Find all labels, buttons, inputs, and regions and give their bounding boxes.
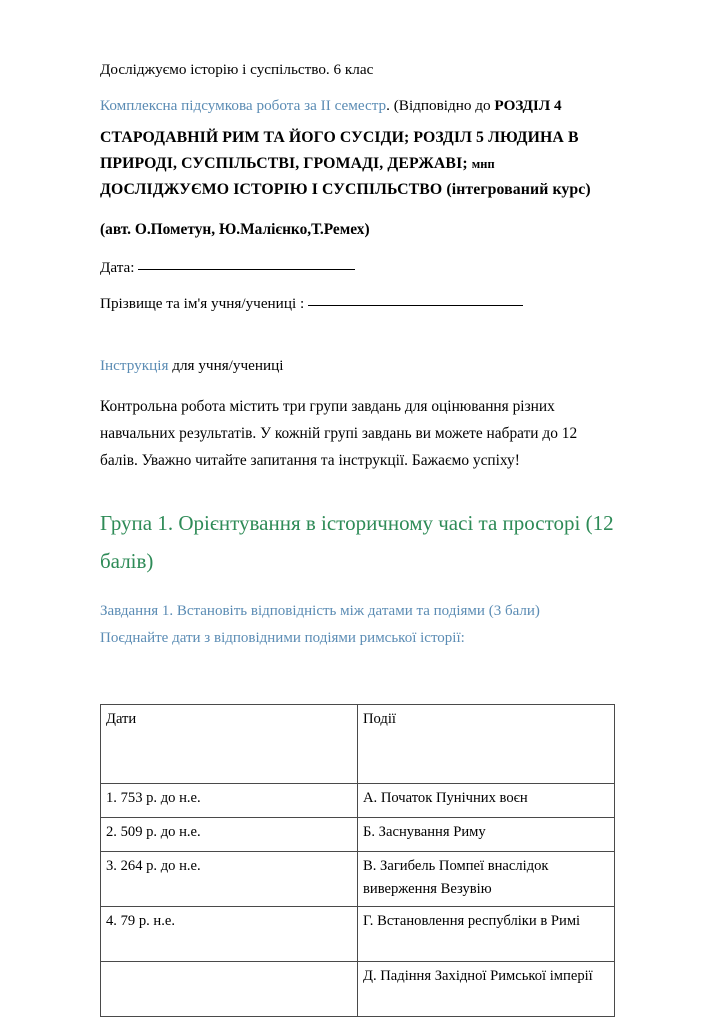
sections-heading-course: ДОСЛІДЖУЄМО ІСТОРІЮ І СУСПІЛЬСТВО (інтегрований курс) bbox=[100, 181, 591, 198]
work-subtitle-rest: . (Відповідно до bbox=[386, 97, 495, 114]
date-field-row bbox=[100, 253, 617, 283]
course-line: Досліджуємо історію і суспільство. 6 клас bbox=[100, 61, 374, 78]
spacer bbox=[100, 319, 617, 353]
instruction-body: Контрольна робота містить три групи завдань для оцінювання різних навчальних результатів. У кожній групі завдань ви можете набрати до 12 балів. Уважно читайте запитання та інструкції. Бажаємо успіху! bbox=[100, 398, 578, 469]
authors-line: (авт. О.Пометун, Ю.Малієнко,Т.Ремех) bbox=[100, 221, 370, 238]
work-subtitle bbox=[100, 93, 617, 119]
table-cell-date: 1. 753 р. до н.е. bbox=[101, 784, 358, 818]
student-name-field-row bbox=[100, 289, 617, 319]
spacer bbox=[100, 203, 617, 217]
work-subtitle-blue: Комплексна підсумкова робота за ІІ семестр bbox=[100, 97, 387, 114]
table-cell-date bbox=[101, 962, 358, 1017]
spacer bbox=[100, 243, 617, 253]
spacer bbox=[100, 652, 617, 686]
table-header-row bbox=[101, 705, 615, 784]
table-cell-date: 4. 79 р. н.е. bbox=[101, 907, 358, 962]
instruction-heading-rest: для учня/учениці bbox=[168, 357, 284, 374]
spacer bbox=[100, 580, 617, 598]
table-row bbox=[101, 852, 615, 907]
date-input[interactable] bbox=[138, 269, 355, 270]
spacer bbox=[100, 83, 617, 93]
sections-heading-main: СТАРОДАВНІЙ РИМ ТА ЙОГО СУСІДИ; РОЗДІЛ 5 ЛЮДИНА В ПРИРОДІ, СУСПІЛЬСТВІ, ГРОМАДІ, ДЕРЖАВІ; bbox=[100, 129, 579, 172]
student-name-label: Прізвище та ім'я учня/учениці : bbox=[100, 295, 305, 312]
table-cell-event: Г. Встановлення республіки в Римі bbox=[358, 907, 615, 962]
table-cell-event: В. Загибель Помпеї внаслідок виверження Везувію bbox=[358, 852, 615, 907]
table-cell-event: Д. Падіння Західної Римської імперії bbox=[358, 962, 615, 1017]
table-cell-date: 3. 264 р. до н.е. bbox=[101, 852, 358, 907]
work-subtitle-section: РОЗДІЛ 4 bbox=[494, 97, 562, 114]
sections-heading-abbrev: мнп bbox=[471, 157, 495, 171]
task-1-title: Завдання 1. Встановіть відповідність між датами та подіями (3 бали) bbox=[100, 603, 540, 619]
table-cell-event: А. Початок Пунічних воєн bbox=[358, 784, 615, 818]
date-label: Дата: bbox=[100, 259, 135, 276]
table-row bbox=[101, 818, 615, 852]
group-1-heading: Група 1. Орієнтування в історичному часі та просторі (12 балів) bbox=[100, 511, 614, 573]
spacer bbox=[100, 474, 617, 504]
table-cell-event: Б. Заснування Риму bbox=[358, 818, 615, 852]
task-1-instruction: Поєднайте дати з відповідними подіями римської історії: bbox=[100, 630, 465, 646]
table-header-dates: Дати bbox=[101, 705, 358, 784]
table-row bbox=[101, 907, 615, 962]
instruction-heading-blue: Інструкція bbox=[100, 357, 169, 374]
spacer bbox=[100, 686, 617, 704]
sections-heading bbox=[100, 125, 617, 203]
instruction-heading bbox=[100, 353, 617, 379]
student-name-input[interactable] bbox=[308, 305, 523, 306]
table-cell-date: 2. 509 р. до н.е. bbox=[101, 818, 358, 852]
table-header-events: Події bbox=[358, 705, 615, 784]
table-row bbox=[101, 962, 615, 1017]
document-content bbox=[100, 57, 617, 1017]
spacer bbox=[100, 379, 617, 393]
matching-table bbox=[100, 704, 615, 1017]
table-row bbox=[101, 784, 615, 818]
